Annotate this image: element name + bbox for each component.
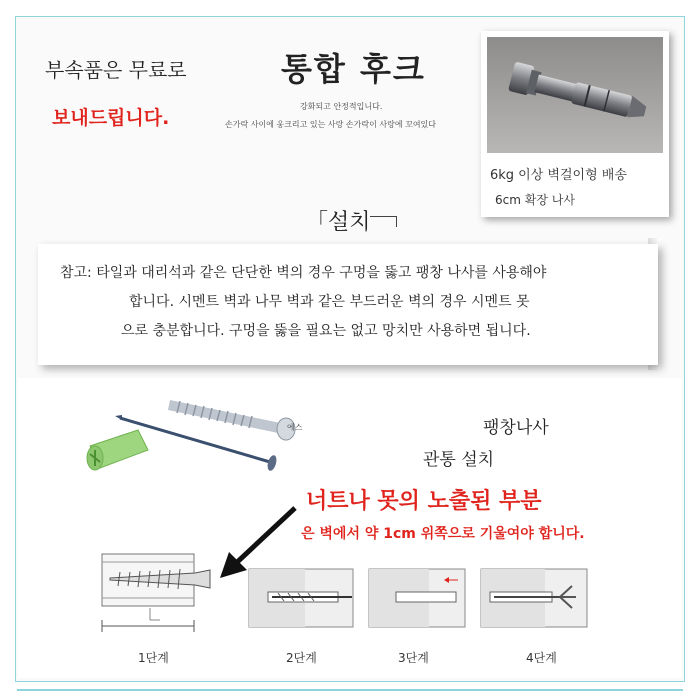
- subtitle-line1: 강화되고 안정적입니다.: [300, 102, 383, 111]
- note-line1: 참고: 타일과 대리석과 같은 단단한 벽의 경우 구멍을 뚫고 팽창 나사를 사용해야: [60, 265, 547, 281]
- install-heading: 「설치: [306, 210, 371, 235]
- screw-icon: [168, 400, 295, 440]
- bottom-border: [17, 689, 683, 691]
- step1-diagram: [100, 548, 218, 640]
- step-label-4: 4단계: [526, 651, 557, 665]
- through-install-label: 관통 설치: [423, 450, 495, 470]
- anchor-bolt-photo: [487, 37, 663, 153]
- install-heading-bracket: [370, 216, 397, 227]
- step3-diagram: [368, 568, 466, 628]
- note-line3: 으로 충분합니다. 구멍을 뚫을 필요는 없고 망치만 사용하면 됩니다.: [121, 323, 531, 339]
- step4-diagram: [480, 568, 588, 628]
- step-label-2: 2단계: [286, 651, 317, 665]
- product-title: 통합 후크: [281, 50, 426, 88]
- subtitle-line2: 손가락 사이에 웅크리고 있는 사랑 손가락이 사랑에 꼬여있다: [225, 120, 436, 129]
- note-line2: 합니다. 시멘트 벽과 나무 벽과 같은 부드러운 벽의 경우 시멘트 못: [129, 294, 530, 310]
- warning-line2: 은 벽에서 약 1cm 위쪽으로 기울여야 합니다.: [301, 526, 585, 542]
- screw-label: 에스: [287, 423, 303, 432]
- photo-caption-line1: 6kg 이상 벽걸이형 배송: [490, 168, 627, 183]
- wall-plug-icon: [87, 430, 148, 470]
- freebie-text-line2: 보내드립니다.: [52, 107, 170, 129]
- warning-line1: 너트나 못의 노출된 부분: [306, 489, 542, 514]
- hardware-illustration: [70, 388, 310, 498]
- expansion-screw-label: 팽창나사: [483, 418, 549, 438]
- step-label-1: 1단계: [138, 651, 169, 665]
- anchor-bolt-image: [487, 37, 663, 153]
- freebie-text-line1: 부속품은 무료로: [45, 58, 187, 82]
- step-label-3: 3단계: [398, 651, 429, 665]
- step2-diagram: [248, 568, 354, 628]
- photo-caption-line2: 6cm 확장 나사: [495, 193, 575, 207]
